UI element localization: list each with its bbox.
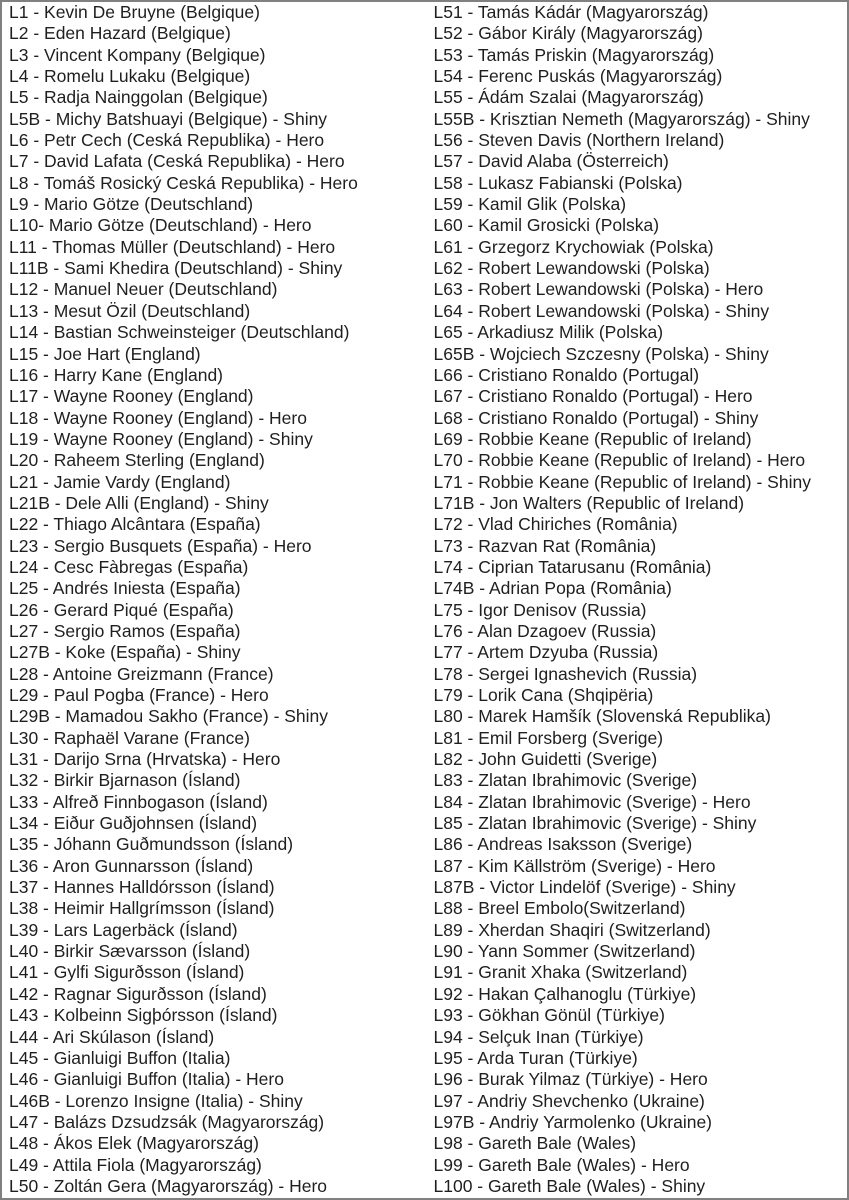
list-item: L100 - Gareth Bale (Wales) - Shiny xyxy=(433,1175,706,1196)
list-item: L15 - Joe Hart (England) xyxy=(9,343,201,364)
list-item: L64 - Robert Lewandowski (Polska) - Shiny xyxy=(433,300,770,321)
list-item: L47 - Balázs Dzsudzsák (Magyarország) xyxy=(9,1111,325,1132)
list-item: L3 - Vincent Kompany (Belgique) xyxy=(9,44,266,65)
list-item: L84 - Zlatan Ibrahimovic (Sverige) - Hero xyxy=(433,791,751,812)
list-item: L50 - Zoltán Gera (Magyarország) - Hero xyxy=(9,1175,328,1196)
list-item: L97 - Andriy Shevchenko (Ukraine) xyxy=(433,1090,705,1111)
list-item: L7 - David Lafata (Ceská Republika) - Hero xyxy=(9,151,345,172)
list-item: L68 - Cristiano Ronaldo (Portugal) - Shiny xyxy=(433,407,759,428)
list-item: L46B - Lorenzo Insigne (Italia) - Shiny xyxy=(9,1090,303,1111)
list-item: L21B - Dele Alli (England) - Shiny xyxy=(9,492,269,513)
list-item: L91 - Granit Xhaka (Switzerland) xyxy=(433,962,688,983)
list-item: L79 - Lorik Cana (Shqipëria) xyxy=(433,685,654,705)
list-item: L85 - Zlatan Ibrahimovic (Sverige) - Shiny xyxy=(433,813,757,834)
list-item: L11 - Thomas Müller (Deutschland) - Hero xyxy=(9,236,336,257)
list-item: L71 - Robbie Keane (Republic of Ireland) - Shiny xyxy=(433,471,811,492)
list-item: L35 - Jóhann Guðmundsson (Ísland) xyxy=(9,834,294,855)
checklist-column-left xyxy=(2,2,425,1198)
list-item: L10- Mario Götze (Deutschland) - Hero xyxy=(9,215,312,236)
list-item: L12 - Manuel Neuer (Deutschland) xyxy=(9,279,278,300)
list-item: L89 - Xherdan Shaqiri (Switzerland) xyxy=(433,919,711,940)
list-item: L82 - John Guidetti (Sverige) xyxy=(433,749,658,770)
list-item: L76 - Alan Dzagoev (Russia) xyxy=(433,620,657,641)
list-item: L43 - Kolbeinn Sigþórsson (Ísland) xyxy=(9,1005,278,1026)
list-item: L74B - Adrian Popa (România) xyxy=(433,578,672,599)
list-item: L60 - Kamil Grosicki (Polska) xyxy=(433,215,660,236)
list-item: L8 - Tomáš Rosický Ceská Republika) - Hero xyxy=(9,172,358,193)
list-item: L25 - Andrés Iniesta (España) xyxy=(9,578,241,599)
list-item: L22 - Thiago Alcântara (España) xyxy=(9,514,261,535)
list-item: L36 - Aron Gunnarsson (Ísland) xyxy=(9,855,254,876)
list-item: L54 - Ferenc Puskás (Magyarország) xyxy=(433,66,723,87)
list-item: L32 - Birkir Bjarnason (Ísland) xyxy=(9,770,241,791)
list-item: L57 - David Alaba (Österreich) xyxy=(433,151,669,172)
list-item: L61 - Grzegorz Krychowiak (Polska) xyxy=(433,236,714,257)
list-item: L1 - Kevin De Bruyne (Belgique) xyxy=(9,2,260,22)
list-item: L63 - Robert Lewandowski (Polska) - Hero xyxy=(433,279,764,300)
list-item: L29 - Paul Pogba (France) - Hero xyxy=(9,685,269,705)
list-item: L45 - Gianluigi Buffon (Italia) xyxy=(9,1047,231,1068)
list-item: L58 - Lukasz Fabianski (Polska) xyxy=(433,172,683,193)
list-item: L62 - Robert Lewandowski (Polska) xyxy=(433,258,710,279)
list-item: L99 - Gareth Bale (Wales) - Hero xyxy=(433,1154,690,1175)
list-item: L24 - Cesc Fàbregas (España) xyxy=(9,556,249,577)
list-item: L5 - Radja Nainggolan (Belgique) xyxy=(9,87,268,108)
list-item: L86 - Andreas Isaksson (Sverige) xyxy=(433,834,693,855)
list-item: L44 - Ari Skúlason (Ísland) xyxy=(9,1026,215,1047)
checklist-column-right xyxy=(425,2,848,1198)
list-item: L92 - Hakan Çalhanoglu (Türkiye) xyxy=(433,983,697,1004)
list-item: L56 - Steven Davis (Northern Ireland) xyxy=(433,130,725,151)
list-item: L87B - Victor Lindelöf (Sverige) - Shiny xyxy=(433,877,736,898)
list-item: L74 - Ciprian Tatarusanu (România) xyxy=(433,556,712,577)
list-item: L49 - Attila Fiola (Magyarország) xyxy=(9,1154,262,1175)
list-item: L17 - Wayne Rooney (England) xyxy=(9,386,254,407)
list-item: L51 - Tamás Kádár (Magyarország) xyxy=(433,2,709,22)
list-item: L11B - Sami Khedira (Deutschland) - Shiny xyxy=(9,258,343,279)
list-item: L59 - Kamil Glik (Polska) xyxy=(433,194,627,215)
list-item: L78 - Sergei Ignashevich (Russia) xyxy=(433,663,698,684)
list-item: L21 - Jamie Vardy (England) xyxy=(9,471,231,492)
list-item: L38 - Heimir Hallgrímsson (Ísland) xyxy=(9,898,275,919)
list-item: L33 - Alfreð Finnbogason (Ísland) xyxy=(9,791,268,812)
list-item: L30 - Raphaël Varane (France) xyxy=(9,727,250,748)
list-item: L4 - Romelu Lukaku (Belgique) xyxy=(9,66,251,87)
list-item: L42 - Ragnar Sigurðsson (Ísland) xyxy=(9,983,267,1004)
list-item: L23 - Sergio Busquets (España) - Hero xyxy=(9,535,312,556)
list-item: L19 - Wayne Rooney (England) - Shiny xyxy=(9,428,313,449)
list-item: L71B - Jon Walters (Republic of Ireland) xyxy=(433,492,745,513)
list-item: L29B - Mamadou Sakho (France) - Shiny xyxy=(9,706,329,727)
list-item: L2 - Eden Hazard (Belgique) xyxy=(9,23,231,44)
list-item: L65 - Arkadiusz Milik (Polska) xyxy=(433,322,664,343)
list-item: L73 - Razvan Rat (România) xyxy=(433,535,657,556)
list-item: L90 - Yann Sommer (Switzerland) xyxy=(433,941,696,962)
checklist-columns xyxy=(2,2,847,1198)
list-item: L80 - Marek Hamšík (Slovenská Republika) xyxy=(433,706,771,727)
list-item: L27B - Koke (España) - Shiny xyxy=(9,642,241,663)
list-item: L65B - Wojciech Szczesny (Polska) - Shiny xyxy=(433,343,769,364)
list-item: L52 - Gábor Király (Magyarország) xyxy=(433,23,703,44)
list-item: L39 - Lars Lagerbäck (Ísland) xyxy=(9,919,238,940)
list-item: L26 - Gerard Piqué (España) xyxy=(9,599,234,620)
list-item: L9 - Mario Götze (Deutschland) xyxy=(9,194,254,215)
list-item: L37 - Hannes Halldórsson (Ísland) xyxy=(9,877,275,898)
list-item: L46 - Gianluigi Buffon (Italia) - Hero xyxy=(9,1069,284,1090)
list-item: L70 - Robbie Keane (Republic of Ireland) - Hero xyxy=(433,450,806,471)
list-item: L95 - Arda Turan (Türkiye) xyxy=(433,1047,638,1068)
list-item: L77 - Artem Dzyuba (Russia) xyxy=(433,642,659,663)
list-item: L72 - Vlad Chiriches (România) xyxy=(433,514,678,535)
list-item: L83 - Zlatan Ibrahimovic (Sverige) xyxy=(433,770,698,791)
list-item: L97B - Andriy Yarmolenko (Ukraine) xyxy=(433,1111,713,1132)
list-item: L48 - Ákos Elek (Magyarország) xyxy=(9,1133,259,1154)
list-item: L93 - Gökhan Gönül (Türkiye) xyxy=(433,1005,665,1026)
list-item: L27 - Sergio Ramos (España) xyxy=(9,620,241,641)
list-item: L69 - Robbie Keane (Republic of Ireland) xyxy=(433,428,752,449)
list-item: L53 - Tamás Priskin (Magyarország) xyxy=(433,44,715,65)
list-item: L28 - Antoine Greizmann (France) xyxy=(9,663,274,684)
list-item: L13 - Mesut Özil (Deutschland) xyxy=(9,300,251,321)
list-item: L34 - Eiður Guðjohnsen (Ísland) xyxy=(9,813,258,834)
list-item: L98 - Gareth Bale (Wales) xyxy=(433,1133,637,1154)
list-item: L16 - Harry Kane (England) xyxy=(9,364,223,385)
list-item: L75 - Igor Denisov (Russia) xyxy=(433,599,647,620)
list-item: L31 - Darijo Srna (Hrvatska) - Hero xyxy=(9,749,281,770)
list-item: L14 - Bastian Schweinsteiger (Deutschland) xyxy=(9,322,350,343)
list-item: L55 - Ádám Szalai (Magyarország) xyxy=(433,87,704,108)
list-item: L55B - Krisztian Nemeth (Magyarország) - Shiny xyxy=(433,108,810,129)
list-item: L87 - Kim Källström (Sverige) - Hero xyxy=(433,855,716,876)
list-item: L81 - Emil Forsberg (Sverige) xyxy=(433,727,664,748)
list-item: L40 - Birkir Sævarsson (Ísland) xyxy=(9,941,251,962)
list-item: L18 - Wayne Rooney (England) - Hero xyxy=(9,407,307,428)
list-item: L66 - Cristiano Ronaldo (Portugal) xyxy=(433,364,700,385)
list-item: L96 - Burak Yilmaz (Türkiye) - Hero xyxy=(433,1069,708,1090)
list-item: L5B - Michy Batshuayi (Belgique) - Shiny xyxy=(9,108,328,129)
list-item: L6 - Petr Cech (Ceská Republika) - Hero xyxy=(9,130,325,151)
list-item: L41 - Gylfi Sigurðsson (Ísland) xyxy=(9,962,245,983)
list-item: L88 - Breel Embolo(Switzerland) xyxy=(433,898,686,919)
list-item: L20 - Raheem Sterling (England) xyxy=(9,450,265,471)
list-item: L67 - Cristiano Ronaldo (Portugal) - Hero xyxy=(433,386,753,407)
list-item: L94 - Selçuk Inan (Türkiye) xyxy=(433,1026,644,1047)
